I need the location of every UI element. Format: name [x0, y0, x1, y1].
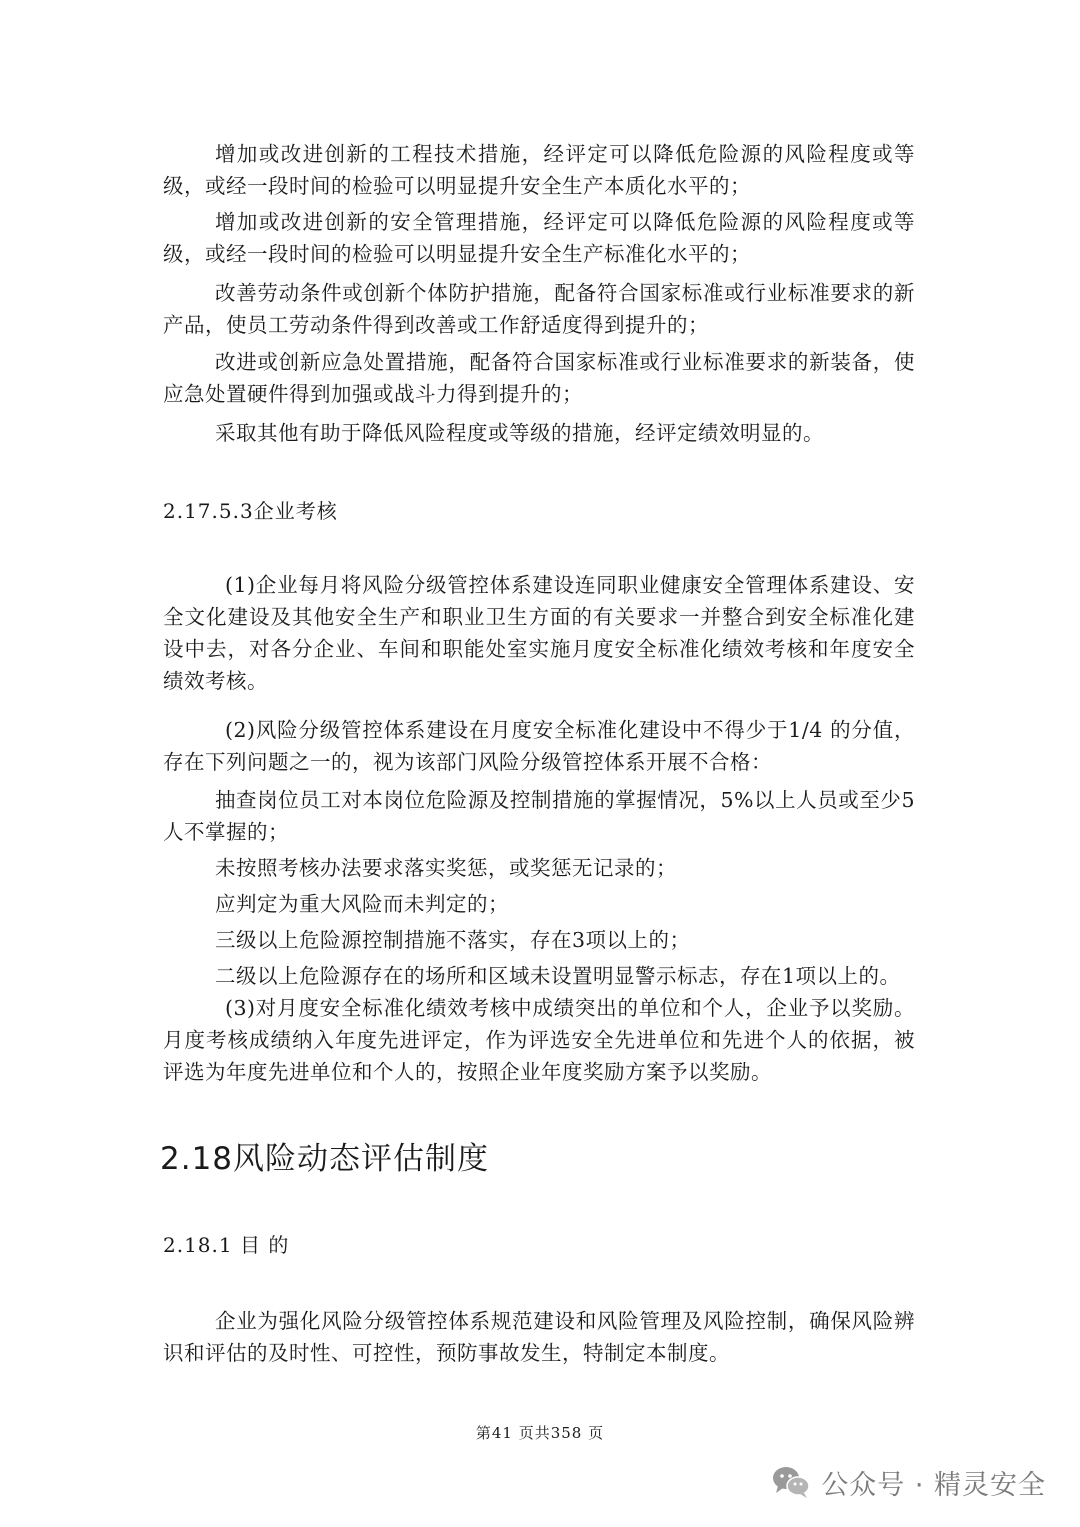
paragraph-labor-conditions: 改善劳动条件或创新个体防护措施，配备符合国家标准或行业标准要求的新产品，使员工劳动条件得到改善或工作舒适度得到提升的；	[163, 281, 915, 337]
watermark	[771, 1462, 1046, 1502]
condition-item-5: 二级以上危险源存在的场所和区域未设置明显警示标志，存在1项以上的。	[215, 964, 901, 988]
section-heading-2-18-1: 2.18.1 目 的	[163, 1233, 290, 1257]
condition-item-1: 抽查岗位员工对本岗位危险源及控制措施的掌握情况，5%以上人员或至少5人不掌握的；	[163, 788, 915, 844]
assessment-item-3: (3)对月度安全标准化绩效考核中成绩突出的单位和个人，企业予以奖励。月度考核成绩纳入年度先进评定，作为评选安全先进单位和先进个人的依据，被评选为年度先进单位和个人的，按照企业年度奖励方案予以奖励。	[163, 996, 915, 1084]
wechat-icon	[771, 1465, 811, 1499]
condition-item-2: 未按照考核办法要求落实奖惩，或奖惩无记录的；	[215, 856, 677, 880]
purpose-paragraph: 企业为强化风险分级管控体系规范建设和风险管理及风险控制，确保风险辨识和评估的及时性、可控性，预防事故发生，特制定本制度。	[163, 1309, 915, 1365]
condition-item-3: 应判定为重大风险而未判定的；	[215, 892, 509, 916]
watermark-text: 公众号 · 精灵安全	[821, 1469, 1046, 1501]
paragraph-engineering-measures: 增加或改进创新的工程技术措施，经评定可以降低危险源的风险程度或等级，或经一段时间的检验可以明显提升安全生产本质化水平的；	[163, 142, 915, 198]
paragraph-other-measures: 采取其他有助于降低风险程度或等级的措施，经评定绩效明显的。	[215, 421, 824, 445]
assessment-item-1: (1)企业每月将风险分级管控体系建设连同职业健康安全管理体系建设、安全文化建设及其他安全生产和职业卫生方面的有关要求一并整合到安全标准化建设中去，对各分企业、车间和职能处室实施月度安全标准化绩效考核和年度安全绩效考核。	[163, 573, 915, 693]
paragraph-emergency-measures: 改进或创新应急处置措施，配备符合国家标准或行业标准要求的新装备，使应急处置硬件得到加强或战斗力得到提升的；	[163, 350, 915, 406]
assessment-item-2: (2)风险分级管控体系建设在月度安全标准化建设中不得少于1/4 的分值，存在下列问题之一的，视为该部门风险分级管控体系开展不合格：	[163, 718, 915, 774]
condition-item-4: 三级以上危险源控制措施不落实，存在3项以上的；	[215, 928, 691, 952]
paragraph-management-measures: 增加或改进创新的安全管理措施，经评定可以降低危险源的风险程度或等级，或经一段时间的检验可以明显提升安全生产标准化水平的；	[163, 210, 915, 266]
section-heading-2-17-5-3: 2.17.5.3企业考核	[163, 499, 338, 523]
page-number-footer: 第41 页共358 页	[475, 1424, 605, 1442]
section-heading-2-18: 2.18风险动态评估制度	[160, 1141, 490, 1177]
